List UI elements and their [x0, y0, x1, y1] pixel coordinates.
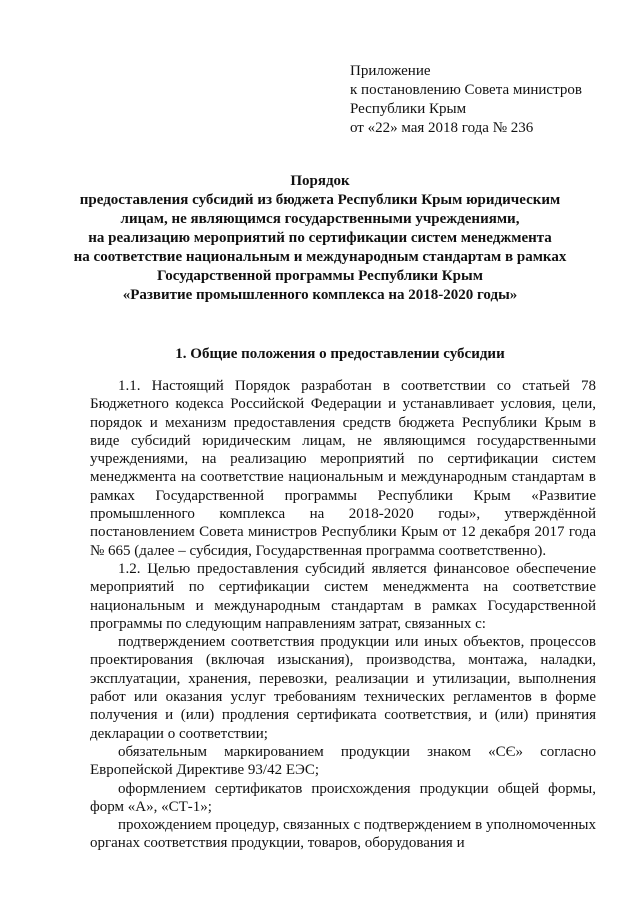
paragraph: обязательным маркированием продукции знаком «СЄ» согласно Европейской Директиве 93/42 ЕЭС; [90, 743, 596, 779]
appendix-line: от «22» мая 2018 года № 236 [350, 120, 534, 136]
section-heading: 1. Общие положения о предоставлении субсидии [175, 346, 505, 362]
paragraph: 1.2. Целью предоставления субсидий является финансовое обеспечение мероприятий по сертификации систем менеджмента на соответствие национальным и международным стандартам в рамках Государственной программы по следующим направлениям затрат, связанных с: [90, 560, 596, 632]
paragraph: подтверждением соответствия продукции или иных объектов, процессов проектирования (включая изыскания), производства, монтажа, наладки, эксплуатации, хранения, перевозки, реализации и утилизации, выполнения работ или оказания услуг требованиям технических регламентов в форме получения и (или) продления сертификата соответствия, и (или) принятия декларации о соответствии; [90, 634, 596, 742]
title-line: «Развитие промышленного комплекса на 2018-2020 годы» [122, 287, 518, 303]
appendix-block [350, 62, 620, 138]
title-line: предоставления субсидий из бюджета Республики Крым юридическим [79, 192, 561, 208]
title-line: Государственной программы Республики Крым [157, 268, 483, 284]
appendix-line: к постановлению Совета министров [350, 82, 582, 98]
paragraph: прохождением процедур, связанных с подтверждением в уполномоченных органах соответствия продукции, товаров, оборудования и [90, 817, 596, 852]
title-line: на соответствие национальным и международным стандартам в рамках [73, 249, 567, 265]
appendix-line: Приложение [350, 63, 431, 79]
title-line: Порядок [290, 173, 350, 189]
body-text [90, 377, 596, 853]
paragraph: 1.1. Настоящий Порядок разработан в соответствии со статьей 78 Бюджетного кодекса Российской Федерации и устанавливает условия, цели, порядок и механизм предоставления средств бюджета Республики Крым в виде субсидий юридическим лицам, не являющимся государственными учреждениями, на реализацию мероприятий по сертификации систем менеджмента на соответствие национальным и международным стандартам в рамках Государственной программы Республики Крым «Развитие промышленного комплекса на 2018-2020 годы», утверждённой постановлением Совета министров Республики Крым от 12 декабря 2017 года № 665 (далее – субсидия, Государственная программа соответственно). [90, 378, 596, 559]
document-title [70, 172, 570, 305]
title-line: лицам, не являющимся государственными учреждениями, [120, 211, 520, 227]
title-line: на реализацию мероприятий по сертификации систем менеджмента [88, 230, 552, 246]
appendix-line: Республики Крым [350, 101, 467, 117]
paragraph: оформлением сертификатов происхождения продукции общей формы, форм «А», «СТ-1»; [90, 780, 596, 815]
